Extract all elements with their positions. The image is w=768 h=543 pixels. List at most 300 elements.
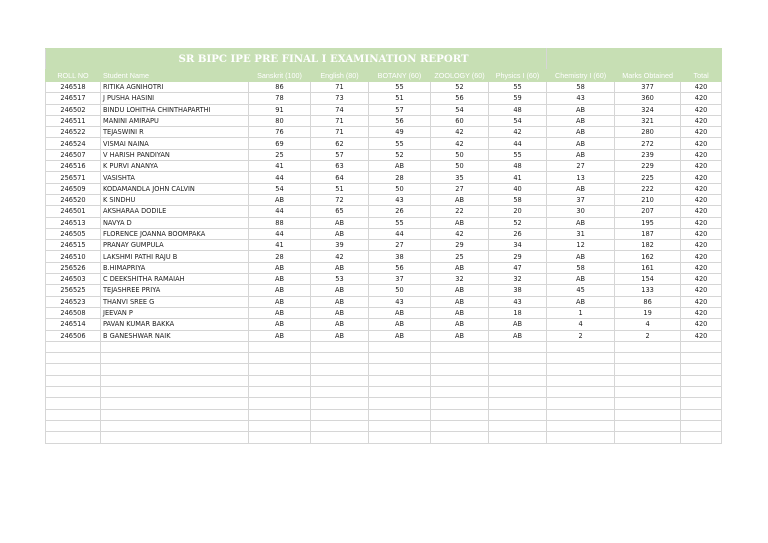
mark-cell[interactable]: 86 [249, 82, 311, 93]
mark-cell[interactable]: 44 [249, 172, 311, 183]
empty-cell[interactable] [369, 387, 431, 398]
empty-cell[interactable] [489, 398, 547, 409]
roll-no-cell[interactable]: 246518 [46, 82, 101, 93]
empty-cell[interactable] [681, 375, 722, 386]
mark-cell[interactable]: 71 [311, 115, 369, 126]
empty-cell[interactable] [311, 341, 369, 352]
student-name-cell[interactable]: BINDU LOHITHA CHINTHAPARTHI [101, 104, 249, 115]
mark-cell[interactable]: 60 [431, 115, 489, 126]
empty-cell[interactable] [369, 353, 431, 364]
empty-cell[interactable] [46, 341, 101, 352]
mark-cell[interactable]: 420 [681, 330, 722, 341]
mark-cell[interactable]: 34 [489, 240, 547, 251]
mark-cell[interactable]: AB [547, 104, 615, 115]
mark-cell[interactable]: 44 [369, 228, 431, 239]
mark-cell[interactable]: 59 [489, 93, 547, 104]
mark-cell[interactable]: 420 [681, 307, 722, 318]
mark-cell[interactable]: 44 [489, 138, 547, 149]
mark-cell[interactable]: 133 [615, 285, 681, 296]
mark-cell[interactable]: 42 [431, 127, 489, 138]
mark-cell[interactable]: AB [431, 307, 489, 318]
mark-cell[interactable]: 50 [431, 161, 489, 172]
mark-cell[interactable]: 41 [489, 172, 547, 183]
mark-cell[interactable]: AB [369, 330, 431, 341]
mark-cell[interactable]: AB [431, 217, 489, 228]
column-header[interactable]: ZOOLOGY (60) [431, 70, 489, 82]
mark-cell[interactable]: 64 [311, 172, 369, 183]
mark-cell[interactable]: 74 [311, 104, 369, 115]
mark-cell[interactable]: 56 [369, 115, 431, 126]
mark-cell[interactable]: AB [431, 194, 489, 205]
empty-cell[interactable] [249, 353, 311, 364]
mark-cell[interactable]: 27 [547, 161, 615, 172]
empty-cell[interactable] [431, 364, 489, 375]
empty-cell[interactable] [615, 432, 681, 443]
student-name-cell[interactable]: K PURVI ANANYA [101, 161, 249, 172]
mark-cell[interactable]: AB [311, 228, 369, 239]
empty-cell[interactable] [547, 409, 615, 420]
mark-cell[interactable]: 420 [681, 93, 722, 104]
mark-cell[interactable]: AB [249, 307, 311, 318]
empty-cell[interactable] [46, 364, 101, 375]
empty-cell[interactable] [46, 432, 101, 443]
mark-cell[interactable]: 32 [489, 274, 547, 285]
mark-cell[interactable]: 42 [489, 127, 547, 138]
empty-cell[interactable] [681, 364, 722, 375]
mark-cell[interactable]: 1 [547, 307, 615, 318]
empty-cell[interactable] [681, 420, 722, 431]
roll-no-cell[interactable]: 246517 [46, 93, 101, 104]
mark-cell[interactable]: 4 [615, 319, 681, 330]
empty-cell[interactable] [311, 432, 369, 443]
mark-cell[interactable]: 51 [311, 183, 369, 194]
empty-cell[interactable] [369, 375, 431, 386]
empty-cell[interactable] [489, 420, 547, 431]
empty-cell[interactable] [547, 364, 615, 375]
mark-cell[interactable]: AB [431, 262, 489, 273]
column-header[interactable]: Physics I (60) [489, 70, 547, 82]
empty-cell[interactable] [249, 387, 311, 398]
student-name-cell[interactable]: B GANESHWAR NAIK [101, 330, 249, 341]
empty-cell[interactable] [249, 432, 311, 443]
mark-cell[interactable]: 57 [369, 104, 431, 115]
empty-cell[interactable] [369, 364, 431, 375]
mark-cell[interactable]: AB [311, 296, 369, 307]
mark-cell[interactable]: 12 [547, 240, 615, 251]
mark-cell[interactable]: 29 [489, 251, 547, 262]
mark-cell[interactable]: AB [489, 319, 547, 330]
column-header[interactable]: Marks Obtained [615, 70, 681, 82]
empty-cell[interactable] [431, 387, 489, 398]
roll-no-cell[interactable]: 246503 [46, 274, 101, 285]
student-name-cell[interactable]: MANINI AMIRAPU [101, 115, 249, 126]
roll-no-cell[interactable]: 256526 [46, 262, 101, 273]
mark-cell[interactable]: 420 [681, 104, 722, 115]
mark-cell[interactable]: AB [311, 307, 369, 318]
mark-cell[interactable]: 56 [431, 93, 489, 104]
mark-cell[interactable]: 35 [431, 172, 489, 183]
mark-cell[interactable]: 229 [615, 161, 681, 172]
mark-cell[interactable]: 32 [431, 274, 489, 285]
mark-cell[interactable]: 420 [681, 296, 722, 307]
mark-cell[interactable]: 63 [311, 161, 369, 172]
mark-cell[interactable]: 56 [369, 262, 431, 273]
roll-no-cell[interactable]: 246522 [46, 127, 101, 138]
empty-cell[interactable] [101, 420, 249, 431]
mark-cell[interactable]: 25 [431, 251, 489, 262]
mark-cell[interactable]: AB [547, 138, 615, 149]
report-title[interactable]: SR BIPC IPE PRE FINAL I EXAMINATION REPORT [101, 49, 547, 70]
mark-cell[interactable]: 72 [311, 194, 369, 205]
student-name-cell[interactable]: PAVAN KUMAR BAKKA [101, 319, 249, 330]
empty-cell[interactable] [489, 353, 547, 364]
mark-cell[interactable]: AB [311, 330, 369, 341]
mark-cell[interactable]: AB [311, 262, 369, 273]
empty-cell[interactable] [489, 341, 547, 352]
mark-cell[interactable]: AB [547, 183, 615, 194]
mark-cell[interactable]: 27 [369, 240, 431, 251]
mark-cell[interactable]: 20 [489, 206, 547, 217]
mark-cell[interactable]: 420 [681, 240, 722, 251]
mark-cell[interactable]: 420 [681, 183, 722, 194]
mark-cell[interactable]: 55 [489, 149, 547, 160]
mark-cell[interactable]: 62 [311, 138, 369, 149]
mark-cell[interactable]: 420 [681, 138, 722, 149]
student-name-cell[interactable]: TEJASWINI R [101, 127, 249, 138]
mark-cell[interactable]: 55 [369, 82, 431, 93]
mark-cell[interactable]: 71 [311, 127, 369, 138]
mark-cell[interactable]: 44 [249, 206, 311, 217]
mark-cell[interactable]: 420 [681, 251, 722, 262]
mark-cell[interactable]: 48 [489, 161, 547, 172]
empty-cell[interactable] [615, 398, 681, 409]
roll-no-cell[interactable]: 246514 [46, 319, 101, 330]
mark-cell[interactable]: 43 [547, 93, 615, 104]
empty-cell[interactable] [101, 398, 249, 409]
mark-cell[interactable]: AB [431, 319, 489, 330]
empty-cell[interactable] [615, 409, 681, 420]
roll-no-cell[interactable]: 246501 [46, 206, 101, 217]
mark-cell[interactable]: 280 [615, 127, 681, 138]
mark-cell[interactable]: 19 [615, 307, 681, 318]
empty-cell[interactable] [369, 341, 431, 352]
empty-cell[interactable] [547, 387, 615, 398]
empty-cell[interactable] [547, 353, 615, 364]
mark-cell[interactable]: 54 [431, 104, 489, 115]
mark-cell[interactable]: 239 [615, 149, 681, 160]
mark-cell[interactable]: 18 [489, 307, 547, 318]
mark-cell[interactable]: 49 [369, 127, 431, 138]
empty-cell[interactable] [681, 432, 722, 443]
mark-cell[interactable]: AB [547, 149, 615, 160]
empty-cell[interactable] [46, 387, 101, 398]
mark-cell[interactable]: 91 [249, 104, 311, 115]
empty-cell[interactable] [311, 353, 369, 364]
mark-cell[interactable]: AB [369, 307, 431, 318]
mark-cell[interactable]: 54 [489, 115, 547, 126]
student-name-cell[interactable]: JEEVAN P [101, 307, 249, 318]
empty-cell[interactable] [249, 398, 311, 409]
mark-cell[interactable]: 80 [249, 115, 311, 126]
mark-cell[interactable]: 54 [249, 183, 311, 194]
mark-cell[interactable]: 41 [249, 240, 311, 251]
empty-cell[interactable] [369, 398, 431, 409]
mark-cell[interactable]: 31 [547, 228, 615, 239]
mark-cell[interactable]: 52 [489, 217, 547, 228]
mark-cell[interactable]: 58 [547, 262, 615, 273]
column-header[interactable]: Student Name [101, 70, 249, 82]
student-name-cell[interactable]: KODAMANDLA JOHN CALVIN [101, 183, 249, 194]
mark-cell[interactable]: 73 [311, 93, 369, 104]
empty-cell[interactable] [101, 409, 249, 420]
mark-cell[interactable]: 4 [547, 319, 615, 330]
empty-cell[interactable] [249, 409, 311, 420]
empty-cell[interactable] [101, 353, 249, 364]
mark-cell[interactable]: 38 [369, 251, 431, 262]
roll-no-cell[interactable]: 246509 [46, 183, 101, 194]
column-header[interactable]: ROLL NO [46, 70, 101, 82]
roll-no-cell[interactable]: 246507 [46, 149, 101, 160]
roll-no-cell[interactable]: 246515 [46, 240, 101, 251]
empty-cell[interactable] [311, 387, 369, 398]
roll-no-cell[interactable]: 256571 [46, 172, 101, 183]
mark-cell[interactable]: 71 [311, 82, 369, 93]
mark-cell[interactable]: AB [431, 330, 489, 341]
mark-cell[interactable]: 29 [431, 240, 489, 251]
mark-cell[interactable]: 420 [681, 115, 722, 126]
empty-cell[interactable] [615, 353, 681, 364]
mark-cell[interactable]: 324 [615, 104, 681, 115]
empty-cell[interactable] [369, 409, 431, 420]
mark-cell[interactable]: 37 [369, 274, 431, 285]
empty-cell[interactable] [249, 375, 311, 386]
student-name-cell[interactable]: AKSHARAA DODILE [101, 206, 249, 217]
empty-cell[interactable] [101, 364, 249, 375]
mark-cell[interactable]: 420 [681, 228, 722, 239]
mark-cell[interactable]: AB [249, 330, 311, 341]
mark-cell[interactable]: 420 [681, 285, 722, 296]
mark-cell[interactable]: AB [547, 251, 615, 262]
student-name-cell[interactable]: PRANAY GUMPULA [101, 240, 249, 251]
mark-cell[interactable]: 161 [615, 262, 681, 273]
empty-cell[interactable] [489, 387, 547, 398]
roll-no-cell[interactable]: 256525 [46, 285, 101, 296]
empty-cell[interactable] [489, 409, 547, 420]
mark-cell[interactable]: 28 [369, 172, 431, 183]
empty-cell[interactable] [101, 387, 249, 398]
mark-cell[interactable]: 52 [431, 82, 489, 93]
column-header[interactable]: Total [681, 70, 722, 82]
roll-no-cell[interactable]: 246524 [46, 138, 101, 149]
mark-cell[interactable]: 210 [615, 194, 681, 205]
mark-cell[interactable]: AB [489, 330, 547, 341]
mark-cell[interactable]: 222 [615, 183, 681, 194]
student-name-cell[interactable]: B.HIMAPRIYA [101, 262, 249, 273]
mark-cell[interactable]: 420 [681, 206, 722, 217]
mark-cell[interactable]: 420 [681, 172, 722, 183]
mark-cell[interactable]: 272 [615, 138, 681, 149]
mark-cell[interactable]: 420 [681, 274, 722, 285]
mark-cell[interactable]: 27 [431, 183, 489, 194]
empty-cell[interactable] [431, 398, 489, 409]
empty-cell[interactable] [46, 409, 101, 420]
mark-cell[interactable]: AB [547, 274, 615, 285]
empty-cell[interactable] [311, 375, 369, 386]
mark-cell[interactable]: 50 [369, 285, 431, 296]
roll-no-cell[interactable]: 246523 [46, 296, 101, 307]
mark-cell[interactable]: 40 [489, 183, 547, 194]
mark-cell[interactable]: 360 [615, 93, 681, 104]
mark-cell[interactable]: 420 [681, 127, 722, 138]
empty-cell[interactable] [681, 353, 722, 364]
student-name-cell[interactable]: TEJASHREE PRIYA [101, 285, 249, 296]
mark-cell[interactable]: AB [431, 285, 489, 296]
mark-cell[interactable]: AB [311, 285, 369, 296]
mark-cell[interactable]: 420 [681, 161, 722, 172]
mark-cell[interactable]: 47 [489, 262, 547, 273]
mark-cell[interactable]: 377 [615, 82, 681, 93]
mark-cell[interactable]: 30 [547, 206, 615, 217]
empty-cell[interactable] [615, 387, 681, 398]
mark-cell[interactable]: 420 [681, 194, 722, 205]
roll-no-cell[interactable]: 246520 [46, 194, 101, 205]
empty-cell[interactable] [681, 409, 722, 420]
roll-no-cell[interactable]: 246506 [46, 330, 101, 341]
mark-cell[interactable]: 28 [249, 251, 311, 262]
mark-cell[interactable]: 420 [681, 149, 722, 160]
mark-cell[interactable]: 45 [547, 285, 615, 296]
mark-cell[interactable]: 42 [431, 228, 489, 239]
student-name-cell[interactable]: VISMAI NAINA [101, 138, 249, 149]
student-name-cell[interactable]: LAKSHMI PATHI RAJU B [101, 251, 249, 262]
mark-cell[interactable]: 182 [615, 240, 681, 251]
empty-cell[interactable] [681, 387, 722, 398]
empty-cell[interactable] [489, 364, 547, 375]
empty-cell[interactable] [547, 420, 615, 431]
empty-cell[interactable] [489, 375, 547, 386]
mark-cell[interactable]: 42 [431, 138, 489, 149]
mark-cell[interactable]: 86 [615, 296, 681, 307]
mark-cell[interactable]: 420 [681, 82, 722, 93]
empty-cell[interactable] [615, 341, 681, 352]
mark-cell[interactable]: 26 [489, 228, 547, 239]
mark-cell[interactable]: 57 [311, 149, 369, 160]
empty-cell[interactable] [547, 341, 615, 352]
roll-no-cell[interactable]: 246505 [46, 228, 101, 239]
column-header[interactable]: English (80) [311, 70, 369, 82]
mark-cell[interactable]: 207 [615, 206, 681, 217]
mark-cell[interactable]: AB [249, 274, 311, 285]
empty-cell[interactable] [431, 420, 489, 431]
mark-cell[interactable]: AB [249, 194, 311, 205]
mark-cell[interactable]: 69 [249, 138, 311, 149]
mark-cell[interactable]: AB [311, 319, 369, 330]
mark-cell[interactable]: 225 [615, 172, 681, 183]
mark-cell[interactable]: 41 [249, 161, 311, 172]
mark-cell[interactable]: 38 [489, 285, 547, 296]
mark-cell[interactable]: 187 [615, 228, 681, 239]
mark-cell[interactable]: AB [547, 296, 615, 307]
empty-cell[interactable] [369, 420, 431, 431]
student-name-cell[interactable]: C DEEKSHITHA RAMAIAH [101, 274, 249, 285]
mark-cell[interactable]: AB [249, 285, 311, 296]
empty-cell[interactable] [311, 364, 369, 375]
mark-cell[interactable]: 43 [489, 296, 547, 307]
mark-cell[interactable]: 50 [369, 183, 431, 194]
mark-cell[interactable]: 51 [369, 93, 431, 104]
empty-cell[interactable] [311, 398, 369, 409]
mark-cell[interactable]: AB [547, 115, 615, 126]
mark-cell[interactable]: 162 [615, 251, 681, 262]
mark-cell[interactable]: 58 [489, 194, 547, 205]
empty-cell[interactable] [615, 375, 681, 386]
roll-no-cell[interactable]: 246513 [46, 217, 101, 228]
mark-cell[interactable]: 420 [681, 319, 722, 330]
mark-cell[interactable]: 55 [369, 217, 431, 228]
mark-cell[interactable]: 78 [249, 93, 311, 104]
mark-cell[interactable]: 321 [615, 115, 681, 126]
student-name-cell[interactable]: THANVI SREE G [101, 296, 249, 307]
mark-cell[interactable]: 22 [431, 206, 489, 217]
mark-cell[interactable]: 48 [489, 104, 547, 115]
empty-cell[interactable] [547, 375, 615, 386]
empty-cell[interactable] [249, 364, 311, 375]
mark-cell[interactable]: 42 [311, 251, 369, 262]
mark-cell[interactable]: 53 [311, 274, 369, 285]
mark-cell[interactable]: 76 [249, 127, 311, 138]
mark-cell[interactable]: 43 [369, 194, 431, 205]
mark-cell[interactable]: 37 [547, 194, 615, 205]
mark-cell[interactable]: 39 [311, 240, 369, 251]
mark-cell[interactable]: 2 [615, 330, 681, 341]
student-name-cell[interactable]: RITIKA AGNIHOTRI [101, 82, 249, 93]
column-header[interactable]: Sanskrit (100) [249, 70, 311, 82]
mark-cell[interactable]: AB [547, 217, 615, 228]
mark-cell[interactable]: 55 [369, 138, 431, 149]
column-header[interactable]: BOTANY (60) [369, 70, 431, 82]
empty-cell[interactable] [101, 432, 249, 443]
student-name-cell[interactable]: K SINDHU [101, 194, 249, 205]
student-name-cell[interactable]: V HARISH PANDIYAN [101, 149, 249, 160]
mark-cell[interactable]: AB [369, 319, 431, 330]
empty-cell[interactable] [547, 432, 615, 443]
mark-cell[interactable]: 420 [681, 217, 722, 228]
mark-cell[interactable]: 43 [369, 296, 431, 307]
student-name-cell[interactable]: FLORENCE JOANNA BOOMPAKA [101, 228, 249, 239]
mark-cell[interactable]: AB [369, 161, 431, 172]
empty-cell[interactable] [311, 420, 369, 431]
mark-cell[interactable]: 26 [369, 206, 431, 217]
mark-cell[interactable]: 420 [681, 262, 722, 273]
roll-no-cell[interactable]: 246511 [46, 115, 101, 126]
student-name-cell[interactable]: VASISHTA [101, 172, 249, 183]
empty-cell[interactable] [311, 409, 369, 420]
empty-cell[interactable] [431, 409, 489, 420]
empty-cell[interactable] [46, 353, 101, 364]
empty-cell[interactable] [101, 341, 249, 352]
roll-no-cell[interactable]: 246516 [46, 161, 101, 172]
student-name-cell[interactable]: NAVYA D [101, 217, 249, 228]
empty-cell[interactable] [489, 432, 547, 443]
empty-cell[interactable] [615, 364, 681, 375]
mark-cell[interactable]: 58 [547, 82, 615, 93]
mark-cell[interactable]: 44 [249, 228, 311, 239]
empty-cell[interactable] [615, 420, 681, 431]
mark-cell[interactable]: AB [311, 217, 369, 228]
empty-cell[interactable] [547, 398, 615, 409]
empty-cell[interactable] [431, 353, 489, 364]
empty-cell[interactable] [431, 341, 489, 352]
